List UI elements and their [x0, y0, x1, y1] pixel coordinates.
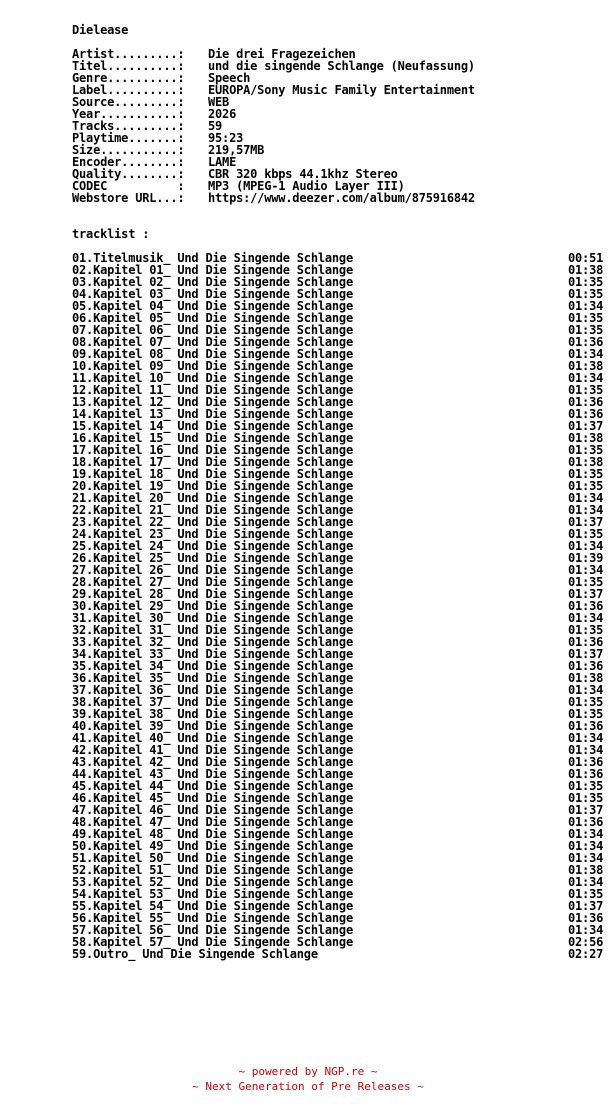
track-title: 50.Kapitel 49_ Und Die Singende Schlange [72, 839, 353, 853]
track-title: 08.Kapitel 07_ Und Die Singende Schlange [72, 335, 353, 349]
track-title: 14.Kapitel 13_ Und Die Singende Schlange [72, 407, 353, 421]
info-key: Size...........: [72, 143, 185, 157]
info-key: Tracks.........: [72, 119, 185, 133]
track-title: 34.Kapitel 33_ Und Die Singende Schlange [72, 647, 353, 661]
info-key: Quality........: [72, 167, 185, 181]
track-duration: 01:35 [568, 383, 604, 397]
track-duration: 01:38 [568, 263, 604, 277]
track-title: 01.Titelmusik_ Und Die Singende Schlange [72, 251, 353, 265]
info-value: CBR 320 kbps 44.1khz Stereo [208, 167, 398, 181]
info-value: Speech [208, 71, 251, 85]
track-title: 17.Kapitel 16_ Und Die Singende Schlange [72, 443, 353, 457]
track-title: 27.Kapitel 26_ Und Die Singende Schlange [72, 563, 353, 577]
track-duration: 01:36 [568, 911, 604, 925]
track-title: 39.Kapitel 38_ Und Die Singende Schlange [72, 707, 353, 721]
track-duration: 01:35 [568, 695, 604, 709]
track-title: 53.Kapitel 52_ Und Die Singende Schlange [72, 875, 353, 889]
track-duration: 01:37 [568, 515, 604, 529]
track-title: 44.Kapitel 43_ Und Die Singende Schlange [72, 767, 353, 781]
release-title: Dielease [72, 23, 129, 37]
info-key: Source.........: [72, 95, 185, 109]
info-value: Die drei Fragezeichen [208, 47, 356, 61]
info-key: Titel..........: [72, 59, 185, 73]
track-title: 59.Outro_ Und Die Singende Schlange [72, 947, 318, 961]
track-title: 45.Kapitel 44_ Und Die Singende Schlange [72, 779, 353, 793]
track-title: 04.Kapitel 03_ Und Die Singende Schlange [72, 287, 353, 301]
track-title: 07.Kapitel 06_ Und Die Singende Schlange [72, 323, 353, 337]
track-title: 16.Kapitel 15_ Und Die Singende Schlange [72, 431, 353, 445]
track-duration: 01:35 [568, 779, 604, 793]
track-duration: 01:34 [568, 503, 604, 517]
track-duration: 02:27 [568, 947, 604, 961]
info-value: WEB [208, 95, 230, 109]
track-duration: 01:37 [568, 899, 604, 913]
track-title: 31.Kapitel 30_ Und Die Singende Schlange [72, 611, 353, 625]
track-duration: 01:35 [568, 527, 604, 541]
info-key: CODEC : [72, 179, 185, 193]
track-duration: 01:35 [568, 323, 604, 337]
footer-tagline: ~ Next Generation of Pre Releases ~ [192, 1080, 424, 1093]
info-value: https://www.deezer.com/album/875916842 [208, 191, 475, 205]
track-duration: 01:35 [568, 707, 604, 721]
info-key: Label..........: [72, 83, 185, 97]
track-duration: 01:34 [568, 683, 604, 697]
info-value: 95:23 [208, 131, 244, 145]
track-title: 29.Kapitel 28_ Und Die Singende Schlange [72, 587, 353, 601]
footer [0, 1064, 616, 1094]
track-duration: 01:34 [568, 743, 604, 757]
info-row [72, 192, 475, 204]
track-title: 40.Kapitel 39_ Und Die Singende Schlange [72, 719, 353, 733]
track-title: 32.Kapitel 31_ Und Die Singende Schlange [72, 623, 353, 637]
track-title: 25.Kapitel 24_ Und Die Singende Schlange [72, 539, 353, 553]
info-value: 219,57MB [208, 143, 265, 157]
track-title: 21.Kapitel 20_ Und Die Singende Schlange [72, 491, 353, 505]
track-title: 30.Kapitel 29_ Und Die Singende Schlange [72, 599, 353, 613]
track-title: 09.Kapitel 08_ Und Die Singende Schlange [72, 347, 353, 361]
track-title: 48.Kapitel 47_ Und Die Singende Schlange [72, 815, 353, 829]
track-title: 58.Kapitel 57_ Und Die Singende Schlange [72, 935, 353, 949]
track-title: 57.Kapitel 56_ Und Die Singende Schlange [72, 923, 353, 937]
info-key: Encoder........: [72, 155, 185, 169]
info-key: Year...........: [72, 107, 185, 121]
track-duration: 01:37 [568, 419, 604, 433]
info-value: MP3 (MPEG-1 Audio Layer III) [208, 179, 405, 193]
track-title: 28.Kapitel 27_ Und Die Singende Schlange [72, 575, 353, 589]
release-info-block [72, 48, 475, 204]
track-duration: 01:36 [568, 719, 604, 733]
track-duration: 01:37 [568, 647, 604, 661]
track-duration: 01:34 [568, 299, 604, 313]
track-title: 18.Kapitel 17_ Und Die Singende Schlange [72, 455, 353, 469]
info-value: und die singende Schlange (Neufassung) [208, 59, 475, 73]
track-duration: 01:35 [568, 443, 604, 457]
track-duration: 01:36 [568, 659, 604, 673]
track-title: 03.Kapitel 02_ Und Die Singende Schlange [72, 275, 353, 289]
track-duration: 01:34 [568, 875, 604, 889]
track-title: 52.Kapitel 51_ Und Die Singende Schlange [72, 863, 353, 877]
track-duration: 01:36 [568, 815, 604, 829]
track-title: 43.Kapitel 42_ Und Die Singende Schlange [72, 755, 353, 769]
track-title: 23.Kapitel 22_ Und Die Singende Schlange [72, 515, 353, 529]
track-title: 15.Kapitel 14_ Und Die Singende Schlange [72, 419, 353, 433]
track-duration: 01:34 [568, 851, 604, 865]
track-duration: 01:38 [568, 455, 604, 469]
track-duration: 01:34 [568, 539, 604, 553]
track-duration: 01:35 [568, 287, 604, 301]
track-title: 46.Kapitel 45_ Und Die Singende Schlange [72, 791, 353, 805]
info-value: LAME [208, 155, 237, 169]
track-duration: 02:56 [568, 935, 604, 949]
track-title: 38.Kapitel 37_ Und Die Singende Schlange [72, 695, 353, 709]
info-key: Genre..........: [72, 71, 185, 85]
track-title: 49.Kapitel 48_ Und Die Singende Schlange [72, 827, 353, 841]
track-duration: 00:51 [568, 251, 604, 265]
track-duration: 01:34 [568, 347, 604, 361]
track-row [72, 948, 616, 960]
track-duration: 01:35 [568, 467, 604, 481]
track-duration: 01:35 [568, 623, 604, 637]
track-duration: 01:36 [568, 767, 604, 781]
info-key: Artist.........: [72, 47, 185, 61]
track-title: 41.Kapitel 40_ Und Die Singende Schlange [72, 731, 353, 745]
track-title: 42.Kapitel 41_ Und Die Singende Schlange [72, 743, 353, 757]
track-duration: 01:34 [568, 611, 604, 625]
track-title: 12.Kapitel 11_ Und Die Singende Schlange [72, 383, 353, 397]
track-duration: 01:39 [568, 551, 604, 565]
powered-by-link[interactable]: ~ powered by NGP.re ~ [238, 1065, 378, 1078]
track-title: 13.Kapitel 12_ Und Die Singende Schlange [72, 395, 353, 409]
info-value: EUROPA/Sony Music Family Entertainment [208, 83, 475, 97]
track-duration: 01:36 [568, 335, 604, 349]
track-duration: 01:34 [568, 371, 604, 385]
track-duration: 01:35 [568, 275, 604, 289]
track-duration: 01:35 [568, 791, 604, 805]
track-duration: 01:36 [568, 599, 604, 613]
info-value: 2026 [208, 107, 237, 121]
track-title: 20.Kapitel 19_ Und Die Singende Schlange [72, 479, 353, 493]
track-duration: 01:35 [568, 311, 604, 325]
track-duration: 01:34 [568, 491, 604, 505]
track-title: 24.Kapitel 23_ Und Die Singende Schlange [72, 527, 353, 541]
track-duration: 01:34 [568, 923, 604, 937]
track-duration: 01:36 [568, 395, 604, 409]
track-duration: 01:34 [568, 827, 604, 841]
track-duration: 01:35 [568, 887, 604, 901]
track-duration: 01:38 [568, 359, 604, 373]
tracklist-heading: tracklist : [72, 227, 150, 241]
track-title: 26.Kapitel 25_ Und Die Singende Schlange [72, 551, 353, 565]
track-title: 19.Kapitel 18_ Und Die Singende Schlange [72, 467, 353, 481]
track-title: 47.Kapitel 46_ Und Die Singende Schlange [72, 803, 353, 817]
track-duration: 01:36 [568, 407, 604, 421]
track-title: 22.Kapitel 21_ Und Die Singende Schlange [72, 503, 353, 517]
track-duration: 01:34 [568, 563, 604, 577]
track-duration: 01:38 [568, 431, 604, 445]
track-title: 35.Kapitel 34_ Und Die Singende Schlange [72, 659, 353, 673]
track-title: 51.Kapitel 50_ Und Die Singende Schlange [72, 851, 353, 865]
info-key: Playtime.......: [72, 131, 185, 145]
track-title: 55.Kapitel 54_ Und Die Singende Schlange [72, 899, 353, 913]
track-title: 54.Kapitel 53_ Und Die Singende Schlange [72, 887, 353, 901]
track-duration: 01:35 [568, 575, 604, 589]
info-value: 59 [208, 119, 223, 133]
track-duration: 01:34 [568, 731, 604, 745]
track-title: 02.Kapitel 01_ Und Die Singende Schlange [72, 263, 353, 277]
track-title: 56.Kapitel 55_ Und Die Singende Schlange [72, 911, 353, 925]
track-duration: 01:34 [568, 839, 604, 853]
track-title: 05.Kapitel 04_ Und Die Singende Schlange [72, 299, 353, 313]
tracklist [72, 252, 616, 960]
track-title: 37.Kapitel 36_ Und Die Singende Schlange [72, 683, 353, 697]
track-duration: 01:36 [568, 755, 604, 769]
info-key: Webstore URL...: [72, 191, 185, 205]
track-title: 33.Kapitel 32_ Und Die Singende Schlange [72, 635, 353, 649]
track-duration: 01:36 [568, 635, 604, 649]
track-title: 10.Kapitel 09_ Und Die Singende Schlange [72, 359, 353, 373]
track-duration: 01:35 [568, 479, 604, 493]
track-duration: 01:38 [568, 863, 604, 877]
track-duration: 01:37 [568, 803, 604, 817]
track-title: 11.Kapitel 10_ Und Die Singende Schlange [72, 371, 353, 385]
track-duration: 01:37 [568, 587, 604, 601]
track-title: 06.Kapitel 05_ Und Die Singende Schlange [72, 311, 353, 325]
track-title: 36.Kapitel 35_ Und Die Singende Schlange [72, 671, 353, 685]
track-duration: 01:38 [568, 671, 604, 685]
